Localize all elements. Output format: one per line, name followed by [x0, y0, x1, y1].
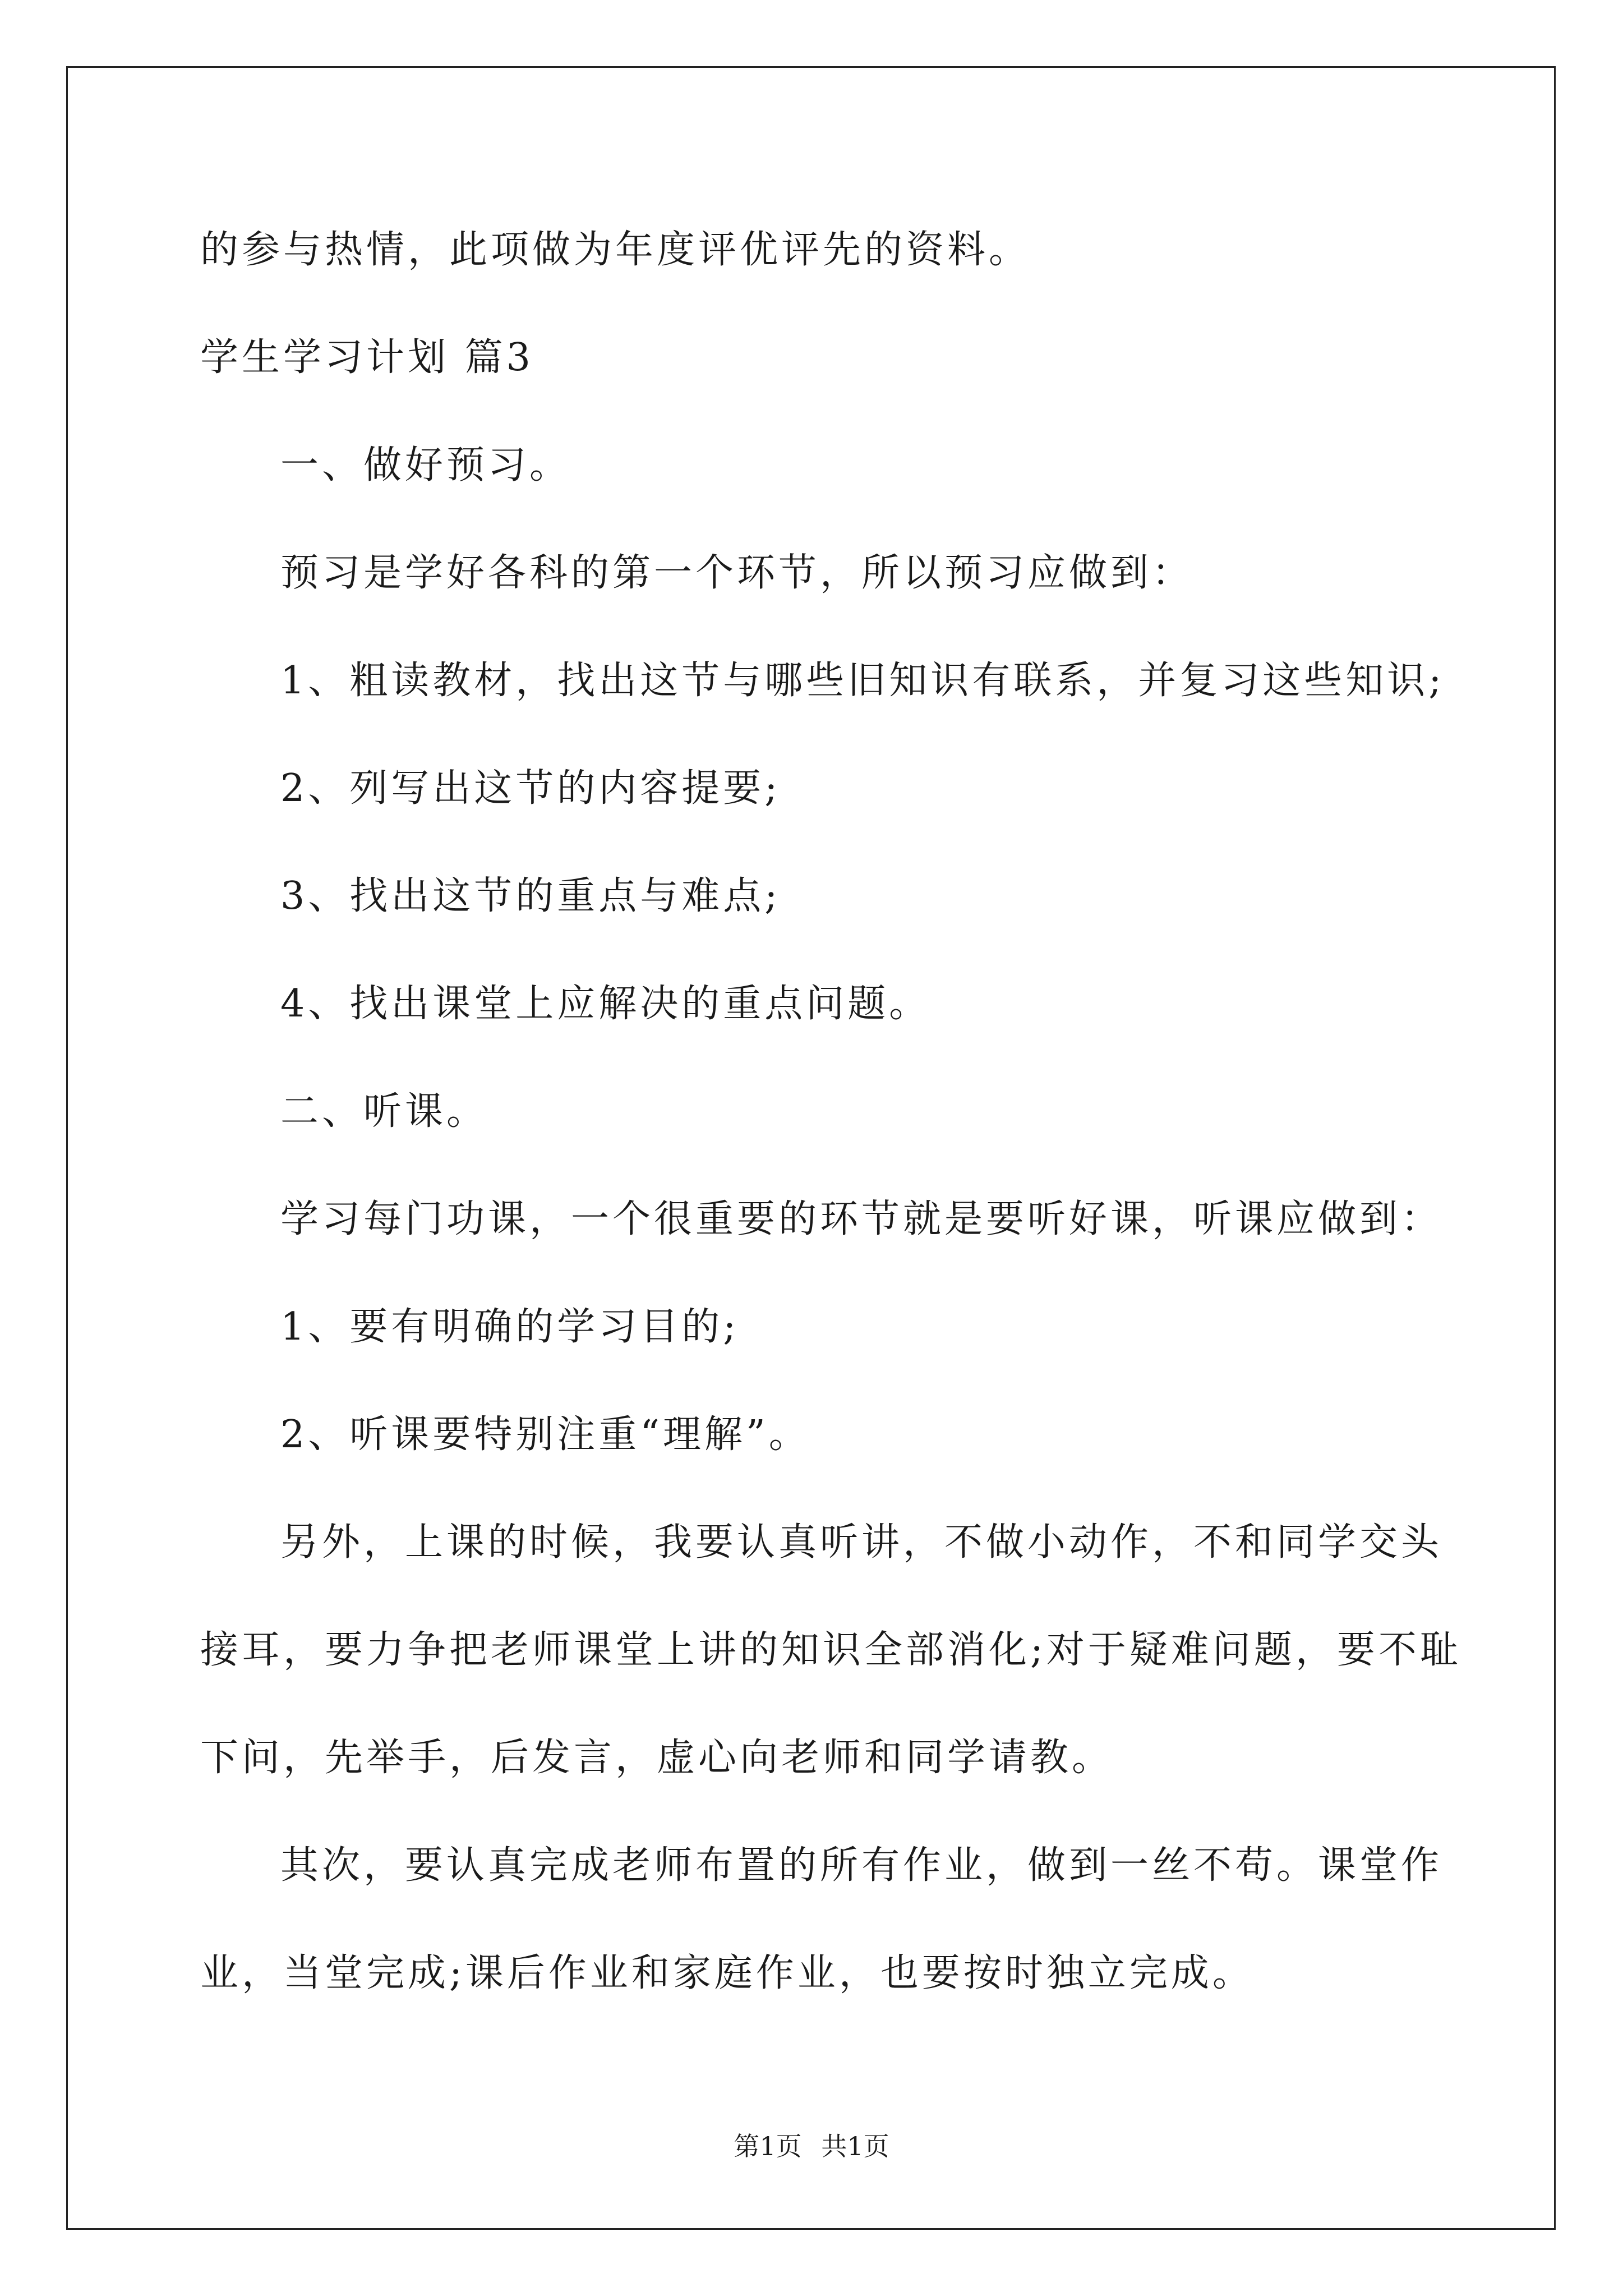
- page-total: 共1页: [821, 2131, 889, 2161]
- paragraph-line: 预习是学好各科的第一个环节，所以预习应做到：: [280, 551, 1194, 595]
- paragraph-line: 业，当堂完成;课后作业和家庭作业，也要按时独立完成。: [200, 1951, 1254, 1995]
- page-footer: [0, 2126, 1623, 2163]
- subheading-preview: 一、做好预习。: [280, 443, 571, 487]
- paragraph-line: 另外，上课的时候，我要认真听讲，不做小动作，不和同学交头: [280, 1520, 1443, 1565]
- paragraph-line: 的参与热情，此项做为年度评优评先的资料。: [200, 228, 1031, 272]
- list-item: 1、要有明确的学习目的;: [280, 1305, 740, 1349]
- paragraph-line: 学习每门功课，一个很重要的环节就是要听好课，听课应做到：: [280, 1197, 1443, 1241]
- list-item: 1、粗读教材，找出这节与哪些旧知识有联系，并复习这些知识;: [280, 659, 1445, 703]
- subheading-listen: 二、听课。: [280, 1089, 488, 1134]
- list-item: 2、列写出这节的内容提要;: [280, 766, 781, 811]
- list-item: 4、找出课堂上应解决的重点问题。: [280, 982, 931, 1026]
- page-border: [66, 66, 1556, 2230]
- paragraph-line: 接耳，要力争把老师课堂上讲的知识全部消化;对于疑难问题，要不耻: [200, 1628, 1461, 1672]
- list-item: 3、找出这节的重点与难点;: [280, 874, 781, 918]
- section-heading: 学生学习计划 篇3: [200, 335, 534, 380]
- paragraph-line: 下问，先举手，后发言，虚心向老师和同学请教。: [200, 1736, 1114, 1780]
- list-item: 2、听课要特别注重“理解”。: [280, 1412, 810, 1457]
- page-number: 第1页: [734, 2131, 802, 2161]
- paragraph-line: 其次，要认真完成老师布置的所有作业，做到一丝不苟。课堂作: [280, 1843, 1443, 1888]
